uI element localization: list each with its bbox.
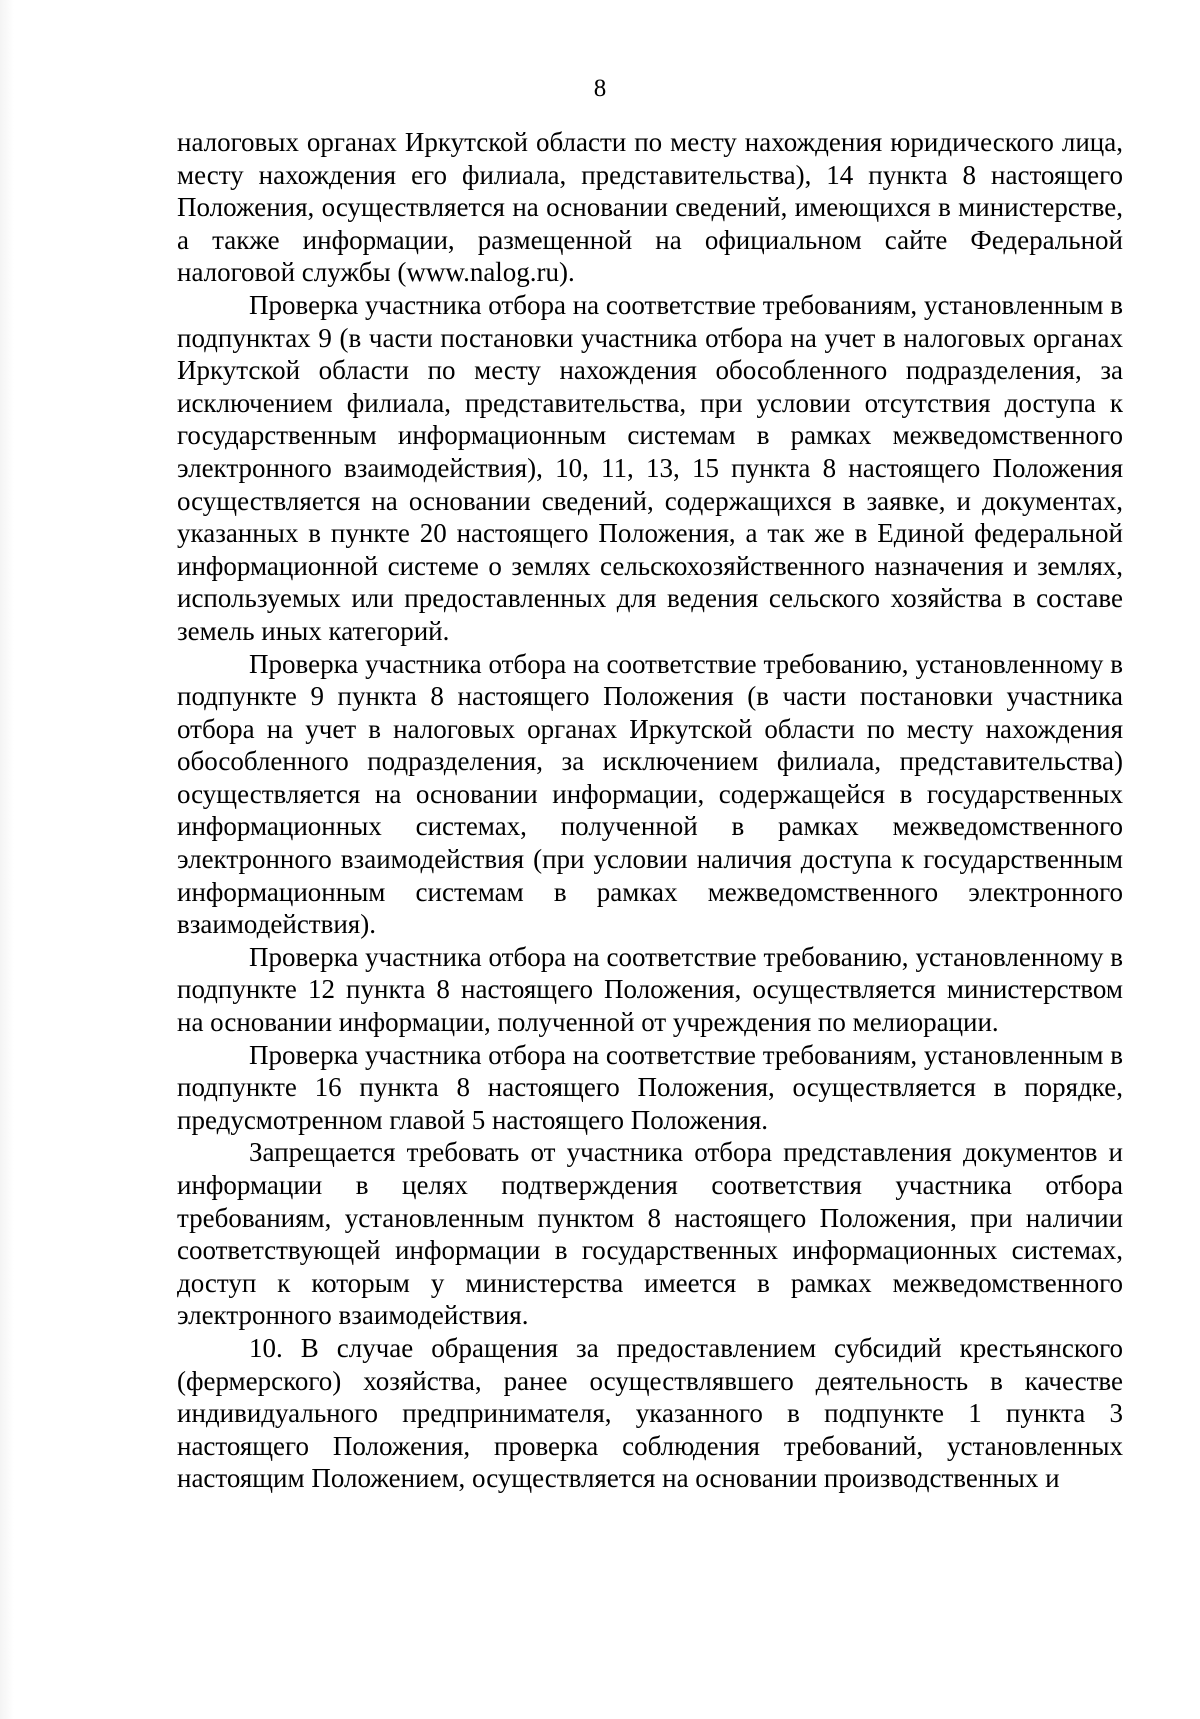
page-number: 8 (593, 75, 607, 102)
paragraph-check-subpoint-16: Проверка участника отбора на соответствие требованиям, установленным в подпункте 16 пункта 8 настоящего Положения, осуществляется в порядке, предусмотренном главой 5 настоящего Положения. (177, 1039, 1123, 1135)
paragraph-continuation: налоговых органах Иркутской области по месту нахождения юридического лица, месту нахождения его филиала, представительства), 14 пункта 8 настоящего Положения, осуществляется на основании сведений, имеющихся в министерстве, а также информации, размещенной на официальном сайте Федеральной налоговой службы (www.nalog.ru). (177, 127, 1123, 288)
scan-edge (0, 0, 14, 1719)
paragraph-check-subpoint-12: Проверка участника отбора на соответствие требованию, установленному в подпункте 12 пункта 8 настоящего Положения, осуществляется министерством на основании информации, полученной от учреждения по мелиорации. (177, 941, 1123, 1038)
paragraph-check-subpoint-9: Проверка участника отбора на соответствие требованию, установленному в подпункте 9 пункта 8 настоящего Положения (в части постановки участника отбора на учет в налоговых органах Иркутской области по месту нахождения обособленного подразделения, за исключением филиала, представительства) осуществляется на основании информации, содержащейся в государственных информационных системах, полученной в рамках межведомственного электронного взаимодействия (при условии наличия доступа к государственным информационным системам в рамках межведомственного электронного взаимодействия). (177, 648, 1123, 940)
paragraph-prohibition: Запрещается требовать от участника отбора представления документов и информации в целях подтверждения соответствия участника отбора требованиям, установленным пунктом 8 настоящего Положения, при наличии соответствующей информации в государственных информационных системах, доступ к которым у министерства имеется в рамках межведомственного электронного взаимодействия. (177, 1137, 1123, 1331)
paragraph-item-10: 10. В случае обращения за предоставлением субсидий крестьянского (фермерского) хозяйства, ранее осуществлявшего деятельность в качестве индивидуального предпринимателя, указанного в подпункте 1 пункта 3 настоящего Положения, проверка соблюдения требований, установленных настоящим Положением, осуществляется на основании производственных и (177, 1332, 1123, 1494)
document-body (177, 126, 1123, 1495)
paragraph-check-requirements: Проверка участника отбора на соответствие требованиям, установленным в подпунктах 9 (в части постановки участника отбора на учет в налоговых органах Иркутской области по месту нахождения обособленного подразделения, за исключением филиала, представительства, при условии отсутствия доступа к государственным информационным системам в рамках межведомственного электронного взаимодействия), 10, 11, 13, 15 пункта 8 настоящего Положения осуществляется на основании сведений, содержащихся в заявке, и документах, указанных в пункте 20 настоящего Положения, а так же в Единой федеральной информационной системе о землях сельскохозяйственного назначения и землях, используемых или предоставленных для ведения сельского хозяйства в составе земель иных категорий. (177, 289, 1123, 646)
